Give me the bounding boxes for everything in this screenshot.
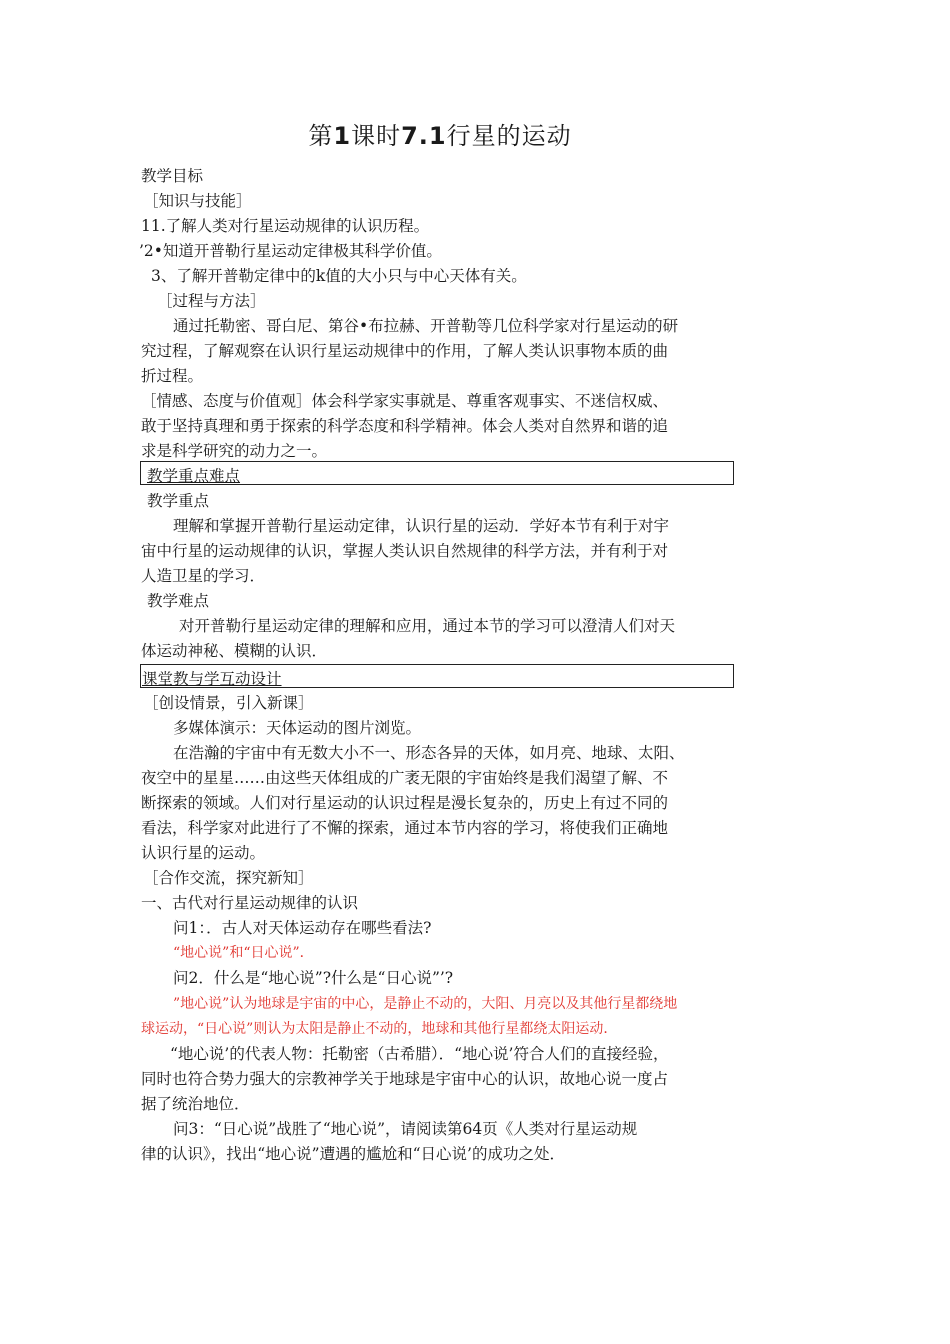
title-lesson-word: 课时 [351,122,402,150]
paragraph-text: 在浩瀚的宇宙中有无数大小不一、形态各异的天体，如月亮、地球、太阳、 [173,744,685,762]
question-3: 问3：“日心说”战胜了“地心说”，请阅读第64页《人类对行星运动规 [173,1120,638,1138]
paragraph-text: 敢于坚持真理和勇于探索的科学态度和科学精神。体会人类对自然界和谐的追 [141,417,669,435]
paragraph-text: 宙中行星的运动规律的认识，掌握人类认识自然规律的科学方法，并有利于对 [141,542,669,560]
heading-cooperative-exploration: ［合作交流，探究新知］ [143,869,314,887]
paragraph-text: 律的认识》，找出“地心说”遭遇的尴尬和“日心说’的成功之处． [141,1145,565,1163]
paragraph-text: 通过托勒密、哥白尼、第谷•布拉赫、开普勒等几位科学家对行星运动的研 [173,317,679,335]
goal-item-3: 3、了解开普勒定律中的k值的大小只与中心天体有关。 [151,267,527,285]
goal-item-2: ’2•知道开普勒行星运动定律极其科学价值。 [139,242,442,260]
paragraph-text: 对开普勒行星运动定律的理解和应用，通过本节的学习可以澄清人们对天 [179,617,676,635]
heading-emotion-values: ［情感、态度与价值观］体会科学家实事就是、尊重客观事实、不迷信权威、 [141,392,669,410]
section-box-key-points [140,461,734,485]
answer-2-line-1: ”地心说”认为地球是宇宙的中心，是静止不动的，大阳、月亮以及其他行星都绕地 [173,996,678,1012]
paragraph-text: 人造卫星的学习． [141,567,266,585]
paragraph-text: 多媒体演示：天体运动的图片浏览。 [173,719,422,737]
heading-create-scenario: ［创设情景，引入新课］ [143,694,314,712]
answer-2-line-2: 球运动，“日心说”则认为太阳是静止不动的，地球和其他行星都绕太阳运动． [141,1021,618,1037]
section-box-classroom-design [140,664,734,688]
section-heading-ancient-views: 一、古代对行星运动规律的认识 [141,894,359,912]
title-section-number: 7.1 [401,122,447,150]
paragraph-text: “地心说’的代表人物：托勒密（古希腊）．“地心说’符合人们的直接经验， [170,1045,669,1063]
paragraph-text: 折过程。 [141,367,204,385]
title-lesson-number: 1 [333,122,352,150]
paragraph-text: 理解和掌握开普勒行星运动定律，认识行星的运动．学好本节有利于对宇 [173,517,670,535]
answer-1: “地心说”和“日心说”． [173,945,314,961]
title-topic: 行星的运动 [446,122,572,150]
goal-item-1: 11.了解人类对行星运动规律的认识历程。 [141,217,430,235]
paragraph-text: 认识行星的运动。 [141,844,266,862]
heading-knowledge-skills: ［知识与技能］ [143,192,252,210]
paragraph-text: 夜空中的星星……由这些天体组成的广袤无限的宇宙始终是我们渴望了解、不 [141,769,669,787]
paragraph-text: 究过程，了解观察在认识行星运动规律中的作用，了解人类认识事物本质的曲 [141,342,669,360]
section-box-label: 教学重点难点 [147,467,241,485]
paragraph-text: 断探索的领域。人们对行星运动的认识过程是漫长复杂的，历史上有过不同的 [141,794,669,812]
heading-process-method: ［过程与方法］ [157,292,266,310]
page-title [0,116,880,151]
title-prefix: 第 [308,122,334,150]
paragraph-text: 体运动神秘、模糊的认识． [141,642,328,660]
heading-teaching-goals: 教学目标 [141,167,204,185]
paragraph-text: 看法，科学家对此进行了不懈的探索，通过本节内容的学习，将使我们正确地 [141,819,669,837]
paragraph-text: 据了统治地位． [141,1095,250,1113]
heading-key-point: 教学重点 [147,492,210,510]
question-2: 问2．什么是“地心说”?什么是“日心说”’? [173,969,454,987]
section-box-label: 课堂教与学互动设计 [142,670,282,688]
question-1: 问1：．古人对天体运动存在哪些看法? [173,919,432,937]
paragraph-text: 求是科学研究的动力之一。 [141,442,328,460]
paragraph-text: 同时也符合势力强大的宗教神学关于地球是宇宙中心的认识，故地心说一度占 [141,1070,669,1088]
heading-difficulty: 教学难点 [147,592,210,610]
